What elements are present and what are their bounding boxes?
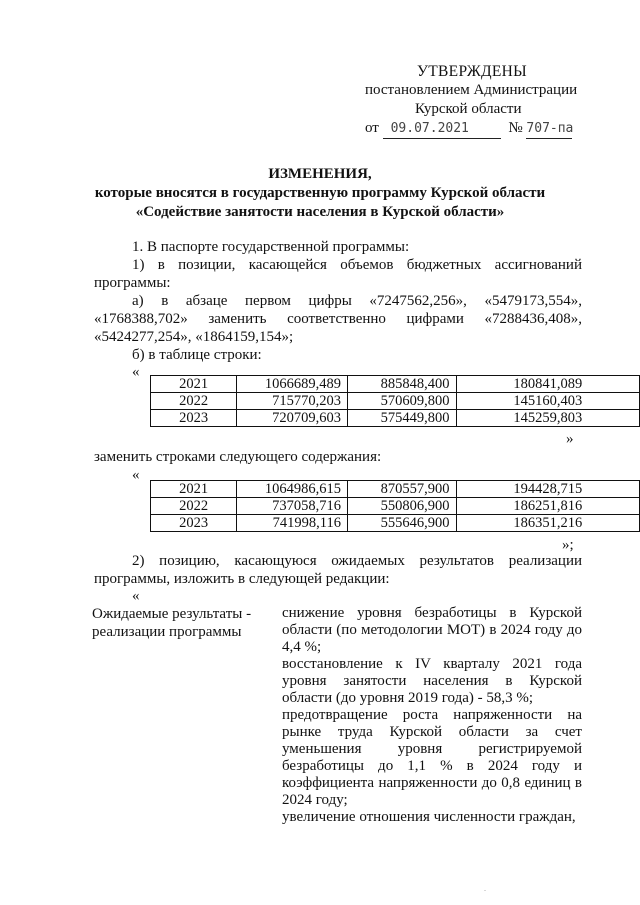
number-label: № xyxy=(508,120,523,136)
item1-a-line3: «5424277,254», «1864159,154»; xyxy=(94,329,294,345)
result-item: предотвращение роста напряженности на рынке труда Курской области за счет уменьшения уровня регистрируемой безработицы до 1,1 % в 2024 году и коэффициента напряженности до 0,8 единиц в 2024 году; xyxy=(282,707,582,808)
item1-a-line1: а) в абзаце первом цифры «7247562,256», «5479173,554», xyxy=(132,293,582,309)
year-cell: 2023 xyxy=(151,515,237,532)
label-line-2: реализации программы xyxy=(92,624,242,640)
year-cell: 2023 xyxy=(151,410,237,427)
open-quote: « xyxy=(132,364,140,380)
table-row xyxy=(151,410,640,427)
approval-block xyxy=(365,62,595,139)
amount-cell: 737058,716 xyxy=(237,498,348,515)
amount-cell: 715770,203 xyxy=(237,393,348,410)
item1-p1-line1: 1) в позиции, касающейся объемов бюджетных ассигнований xyxy=(132,257,582,273)
label-line-1: Ожидаемые результаты - xyxy=(92,606,252,622)
amount-cell: 550806,900 xyxy=(347,498,456,515)
table-row xyxy=(151,515,640,532)
close-quote-2: »; xyxy=(562,537,574,553)
table-row xyxy=(151,481,640,498)
amount-cell: 145160,403 xyxy=(456,393,639,410)
item1-intro: 1. В паспорте государственной программы: xyxy=(132,239,410,255)
amount-cell: 186251,816 xyxy=(456,498,639,515)
year-cell: 2021 xyxy=(151,376,237,393)
item2-line2: программы, изложить в следующей редакции: xyxy=(94,571,390,587)
approval-date-number xyxy=(365,119,595,139)
table-row xyxy=(151,376,640,393)
heading-line-3: «Содействие занятости населения в Курской области» xyxy=(135,204,505,220)
heading-title: ИЗМЕНЕНИЯ, xyxy=(268,166,372,182)
item2-line1: 2) позицию, касающуюся ожидаемых результатов реализации xyxy=(132,553,582,569)
table-row xyxy=(151,393,640,410)
year-cell: 2022 xyxy=(151,393,237,410)
result-item: увеличение отношения численности граждан, xyxy=(282,809,576,825)
approval-title: УТВЕРЖДЕНЫ xyxy=(417,63,527,80)
item1-b-line: б) в таблице строки: xyxy=(132,347,262,363)
table-row xyxy=(151,498,640,515)
year-cell: 2021 xyxy=(151,481,237,498)
decree-date: 09.07.2021 xyxy=(383,119,501,139)
scan-dot: . xyxy=(484,884,486,893)
old-budget-table xyxy=(150,375,640,427)
open-quote-2: « xyxy=(132,467,140,483)
amount-cell: 885848,400 xyxy=(347,376,456,393)
year-cell: 2022 xyxy=(151,498,237,515)
amount-cell: 720709,603 xyxy=(237,410,348,427)
amount-cell: 186351,216 xyxy=(456,515,639,532)
amount-cell: 870557,900 xyxy=(347,481,456,498)
new-budget-table xyxy=(150,480,640,532)
close-quote: » xyxy=(566,431,574,447)
result-item: снижение уровня безработицы в Курской области (по методологии МОТ) в 2024 году до 4,4 %; xyxy=(282,605,582,655)
approval-line-3: Курской области xyxy=(415,101,522,117)
heading-line-2: которые вносятся в государственную программу Курской области xyxy=(94,185,546,201)
replace-line: заменить строками следующего содержания: xyxy=(94,449,382,465)
amount-cell: 555646,900 xyxy=(347,515,456,532)
decree-number: 707-па xyxy=(526,119,572,139)
expected-results-label xyxy=(92,605,251,641)
amount-cell: 1064986,615 xyxy=(237,481,348,498)
item2-open-quote: « xyxy=(132,588,140,604)
amount-cell: 145259,803 xyxy=(456,410,639,427)
approval-line-2: постановлением Администрации xyxy=(365,82,578,98)
amount-cell: 1066689,489 xyxy=(237,376,348,393)
amount-cell: 570609,800 xyxy=(347,393,456,410)
amount-cell: 194428,715 xyxy=(456,481,639,498)
from-label: от xyxy=(365,120,379,136)
amount-cell: 180841,089 xyxy=(456,376,639,393)
amount-cell: 575449,800 xyxy=(347,410,456,427)
item1-a-line2: «1768388,702» заменить соответственно цифрами «7288436,408», xyxy=(94,311,582,327)
result-item: восстановление к IV кварталу 2021 года уровня занятости населения в Курской области (до уровня 2019 года) - 58,3 %; xyxy=(282,656,582,706)
amount-cell: 741998,116 xyxy=(237,515,348,532)
expected-results-list xyxy=(282,605,582,826)
document-heading xyxy=(0,165,640,222)
item1-p1-line2: программы: xyxy=(94,275,171,291)
